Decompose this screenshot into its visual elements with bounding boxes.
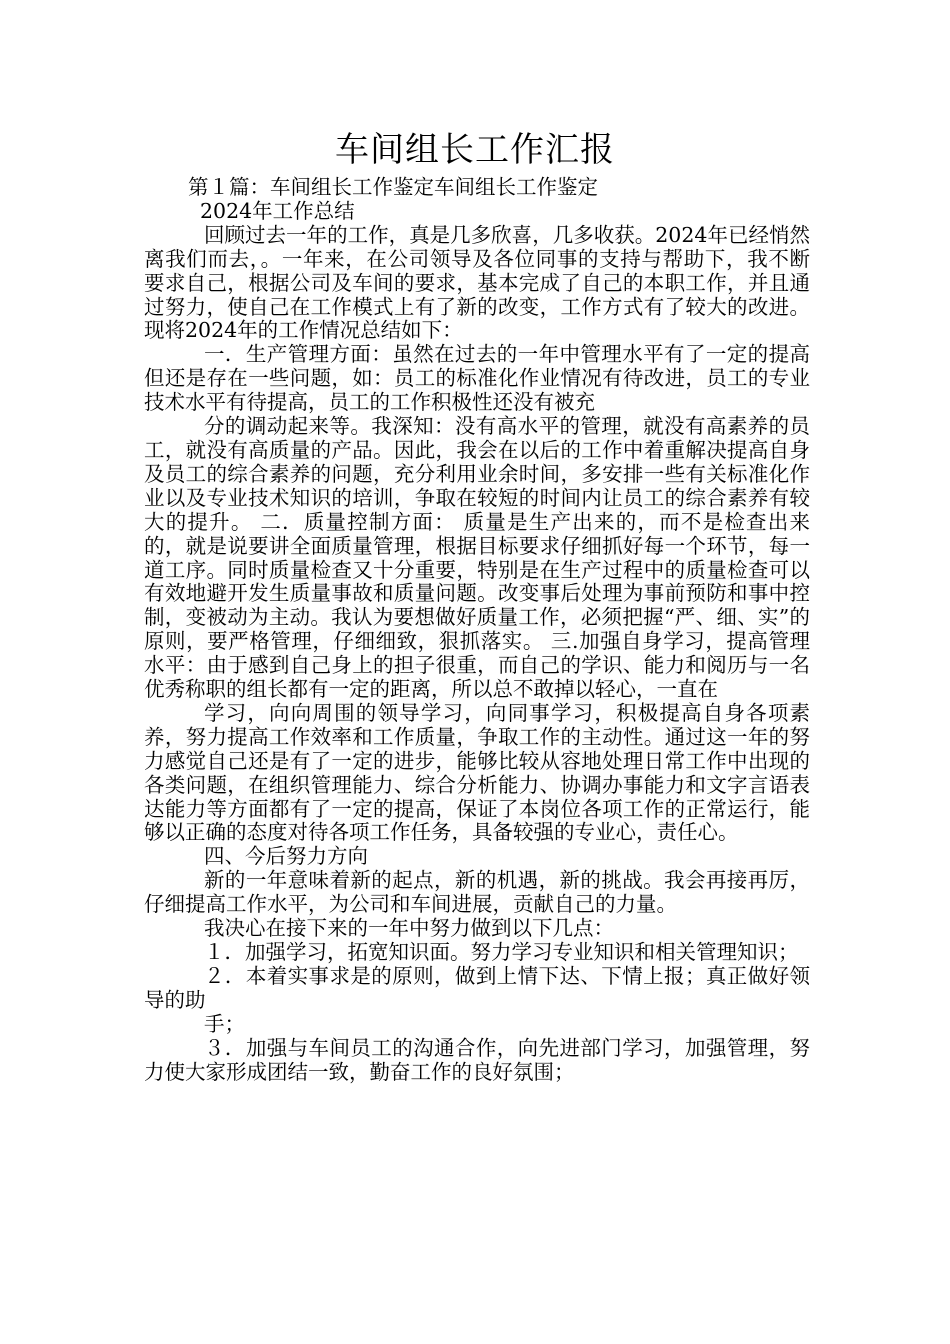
paragraph-heading: 四、今后努力方向 (204, 844, 368, 869)
paragraph: 分的调动起来等。我深知：没有高水平的管理，就没有高素养的员工，就没有高质量的产品。因此，我会在以后的工作中着重解决提高自身及员工的综合素养的问题，充分利用业余时间，多安排一些有关标准化作业以及专业技术知识的培训，争取在较短的时间内让员工的综合素养有较大的提升。 二．质量控制方面： 质量是生产出来的，而不是检查出来的，就是说要讲全面质量管理，根据目标要求仔细抓好每一个环节，每一道工序。同时质量检查又十分重要，特别是在生产过程中的质量检查可以有效地避开发生质量事故和质量问题。改变事后处理为事前预防和事中控制，变被动为主动。我认为要想做好质量工作，必须把握“严、细、实”的原则，要严格管理，仔细细致，狠抓落实。 三.加强自身学习，提高管理水平：由于感到自己身上的担子很重，而自己的学识、能力和阅历与一名优秀称职的组长都有一定的距离，所以总不敢掉以轻心，一直在 (144, 414, 810, 702)
section-heading: 第１篇：车间组长工作鉴定车间组长工作鉴定 (188, 175, 598, 199)
paragraph: 学习，向向周围的领导学习，向同事学习，积极提高自身各项素养，努力提高工作效率和工作质量，争取工作的主动性。通过这一年的努力感觉自己还是有了一定的进步，能够比较从容地处理日常工作中出现的各类问题，在组织管理能力、综合分析能力、协调办事能力和文字言语表达能力等方面都有了一定的提高，保证了本岗位各项工作的正常运行，能够以正确的态度对待各项工作任务，具备较强的专业心，责任心。 (144, 700, 810, 845)
list-item: ３．加强与车间员工的沟通合作，向先进部门学习，加强管理，努力使大家形成团结一致，勤奋工作的良好氛围； (144, 1035, 810, 1084)
document-title: 车间组长工作汇报 (335, 130, 615, 170)
list-item: ２．本着实事求是的原则，做到上情下达、下情上报；真正做好领导的助 (144, 963, 810, 1012)
paragraph: 新的一年意味着新的起点，新的机遇，新的挑战。我会再接再厉，仔细提高工作水平，为公司和车间进展，贡献自己的力量。 (144, 868, 810, 917)
paragraph: 回顾过去一年的工作，真是几多欣喜，几多收获。2024年已经悄然离我们而去，。一年来，在公司领导及各位同事的支持与帮助下，我不断要求自己，根据公司及车间的要求，基本完成了自己的本职工作，并且通过努力，使自己在工作模式上有了新的改变，工作方式有了较大的改进。现将2024年的工作情况总结如下： (144, 222, 810, 343)
paragraph: 我决心在接下来的一年中努力做到以下几点： (204, 916, 614, 941)
paragraph: 一．生产管理方面：虽然在过去的一年中管理水平有了一定的提高但还是存在一些问题，如：员工的标准化作业情况有待改进，员工的专业技术水平有待提高，员工的工作积极性还没有被充 (144, 342, 810, 415)
summary-heading: 2024年工作总结 (200, 198, 355, 223)
list-item: 手； (204, 1011, 245, 1036)
document-body (144, 176, 810, 1084)
list-item: １．加强学习，拓宽知识面。努力学习专业知识和相关管理知识； (204, 940, 799, 964)
